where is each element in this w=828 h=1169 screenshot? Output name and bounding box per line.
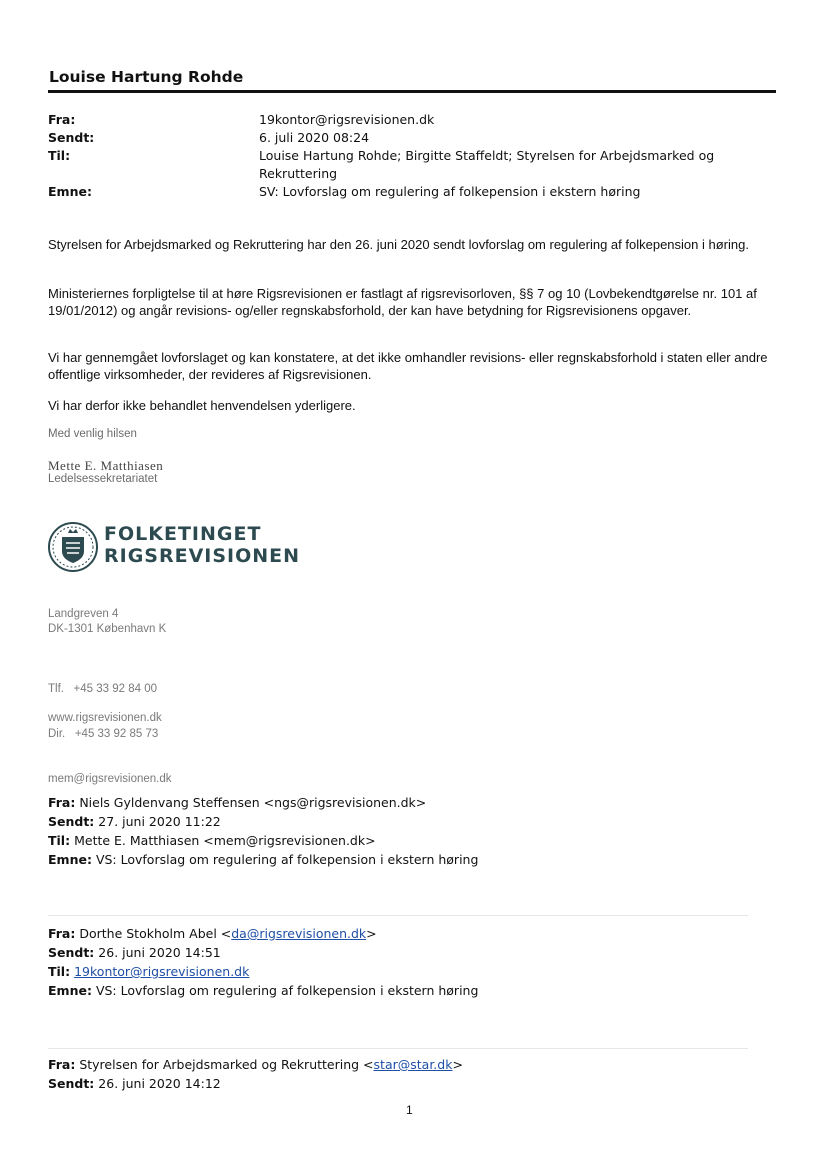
fwd2-from-email-link[interactable]: da@rigsrevisionen.dk (231, 926, 367, 941)
header-from-value: 19kontor@rigsrevisionen.dk (259, 112, 435, 127)
forward-header-3 (48, 1055, 768, 1093)
header-from-row (48, 111, 748, 129)
header-sent-value: 6. juli 2020 08:24 (259, 130, 370, 145)
fwd1-subject: Emne: VS: Lovforslag om regulering af folkepension i ekstern høring (48, 852, 479, 867)
fwd1-sent: Sendt: 27. juni 2020 11:22 (48, 814, 221, 829)
fwd2-to: Til: 19kontor@rigsrevisionen.dk (48, 964, 250, 979)
title-rule (48, 90, 776, 93)
separator-line (48, 1048, 748, 1049)
header-subject-label: Emne: (48, 184, 92, 199)
direct-line: Dir. +45 33 92 85 73 (48, 728, 159, 740)
address-line-1: Landgreven 4 (48, 608, 119, 620)
logo-line-1: FOLKETINGET (104, 523, 262, 545)
paragraph-text: Styrelsen for Arbejdsmarked og Rekruttering har den 26. juni 2020 sendt lovforslag om regulering af folkepension i høring. (48, 237, 749, 252)
separator-line (48, 915, 748, 916)
email-header (48, 111, 748, 201)
paragraph-text: Vi har gennemgået lovforslaget og kan konstatere, at det ikke omhandler revisions- eller regnskabsforhold i staten eller andre offentlige virksomheder, der revideres af Rigsrevisionen. (48, 350, 768, 382)
page-number: 1 (406, 1103, 413, 1117)
phone-line: Tlf. +45 33 92 84 00 (48, 683, 158, 695)
header-to-label: Til: (48, 148, 71, 163)
seal-icon (47, 521, 99, 573)
address-line-2: DK-1301 København K (48, 623, 167, 635)
body-paragraph-3 (48, 349, 783, 383)
header-to-value: Louise Hartung Rohde; Birgitte Staffeldt; Styrelsen for Arbejdsmarked og Rekruttering (259, 148, 715, 181)
logo-line-2: RIGSREVISIONEN (104, 545, 301, 567)
fwd1-from: Fra: Niels Gyldenvang Steffensen <ngs@rigsrevisionen.dk> (48, 795, 427, 810)
header-to-row (48, 147, 748, 183)
paragraph-text: Ministeriernes forpligtelse til at høre Rigsrevisionen er fastlagt af rigsrevisorloven, §§ 7 og 10 (Lovbekendtgørelse nr. 101 af 19/01/2012) og angår revisions- og/eller regnskabsforhold, der kan have betydning for Rigsrevisionens opgaver. (48, 286, 757, 318)
header-from-label: Fra: (48, 112, 76, 127)
body-paragraph-4 (48, 397, 783, 414)
fwd2-to-email-link[interactable]: 19kontor@rigsrevisionen.dk (74, 964, 250, 979)
signature-department: Ledelsessekretariatet (48, 473, 158, 485)
forward-header-1 (48, 793, 768, 869)
fwd3-from-email-link[interactable]: star@star.dk (373, 1057, 453, 1072)
header-sent-label: Sendt: (48, 130, 95, 145)
signature-name: Mette E. Matthiasen (48, 458, 164, 473)
header-sent-row (48, 129, 748, 147)
rigsrevisionen-logo (47, 521, 301, 575)
fwd2-subject: Emne: VS: Lovforslag om regulering af folkepension i ekstern høring (48, 983, 479, 998)
fwd2-from: Fra: Dorthe Stokholm Abel <da@rigsrevisionen.dk> (48, 926, 377, 941)
header-subject-row (48, 183, 748, 201)
fwd2-sent: Sendt: 26. juni 2020 14:51 (48, 945, 221, 960)
logo-wordmark (104, 523, 300, 567)
forward-header-2 (48, 924, 768, 1000)
fwd3-from: Fra: Styrelsen for Arbejdsmarked og Rekruttering <star@star.dk> (48, 1057, 463, 1072)
header-subject-value: SV: Lovforslag om regulering af folkepension i ekstern høring (259, 184, 641, 199)
signature-greeting: Med venlig hilsen (48, 428, 137, 440)
paragraph-text: Vi har derfor ikke behandlet henvendelsen yderligere. (48, 398, 356, 413)
contact-address (48, 607, 166, 637)
contact-website: www.rigsrevisionen.dk (48, 712, 162, 724)
body-paragraph-2 (48, 285, 783, 319)
body-paragraph-1 (48, 236, 783, 253)
document-title: Louise Hartung Rohde (49, 68, 244, 86)
fwd3-sent: Sendt: 26. juni 2020 14:12 (48, 1076, 221, 1091)
contact-email: mem@rigsrevisionen.dk (48, 773, 172, 785)
fwd1-to: Til: Mette E. Matthiasen <mem@rigsrevisionen.dk> (48, 833, 376, 848)
